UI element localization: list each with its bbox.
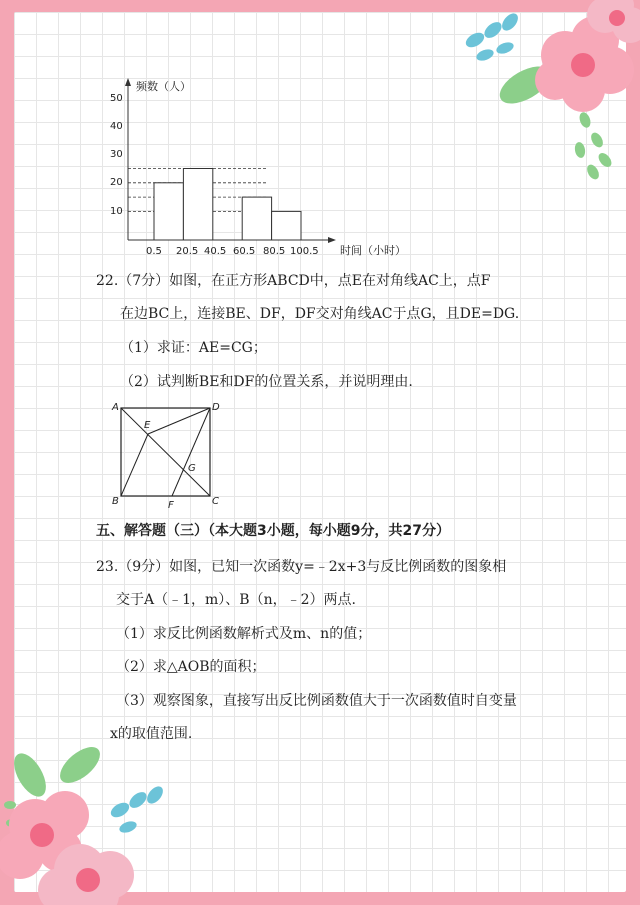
label-f: F — [168, 500, 174, 510]
y-tick-label: 50 — [110, 93, 123, 104]
x-tick-label: 100.5 — [290, 246, 319, 257]
section-5-heading: 五、解答题（三）（本大题3小题，每小题9分，共27分） — [96, 523, 450, 539]
q23-part-1: （1）求反比例函数解析式及m、n的值； — [116, 626, 372, 642]
x-tick-label: 20.5 — [176, 246, 199, 257]
y-tick-label: 20 — [110, 177, 123, 188]
x-axis-arrow — [328, 237, 336, 243]
q23-line-2: 交于A（﹣1，m）、B（n，﹣2）两点. — [116, 592, 356, 608]
histogram-bar — [154, 183, 183, 240]
histogram-bar — [272, 211, 301, 240]
q22-line-1: 22.（7分）如图，在正方形ABCD中，点E在对角线AC上，点F — [96, 273, 491, 289]
histogram-bar — [183, 169, 212, 241]
flower-decoration-top-right — [455, 0, 640, 190]
label-g: G — [188, 463, 196, 474]
label-d: D — [212, 402, 220, 413]
q23-line-1: 23.（9分）如图，已知一次函数y=﹣2x+3与反比例函数的图象相 — [96, 559, 507, 575]
x-tick-label: 0.5 — [146, 246, 162, 257]
y-tick-label: 40 — [110, 121, 123, 132]
diagonal-ac — [121, 408, 210, 496]
y-tick-label: 10 — [110, 206, 123, 217]
square-abcd-figure — [104, 398, 234, 510]
label-b: B — [112, 496, 119, 507]
label-c: C — [212, 496, 219, 507]
q22-part-1: （1）求证：AE=CG； — [120, 340, 267, 356]
flower-decoration-bottom-left — [0, 735, 200, 905]
x-axis-title: 时间（小时） — [340, 244, 406, 257]
q23-part-3: （3）观察图象，直接写出反比例函数值大于一次函数值时自变量 — [116, 693, 517, 709]
y-tick-label: 30 — [110, 149, 123, 160]
q23-part-2: （2）求△AOB的面积； — [116, 659, 266, 675]
x-tick-label: 40.5 — [204, 246, 227, 257]
q22-part-2: （2）试判断BE和DF的位置关系，并说明理由. — [120, 374, 413, 390]
x-tick-label: 60.5 — [233, 246, 256, 257]
q22-line-2: 在边BC上，连接BE、DF，DF交对角线AC于点G，且DE=DG. — [120, 306, 520, 322]
label-e: E — [144, 420, 151, 431]
frequency-histogram — [100, 72, 410, 262]
x-tick-label: 80.5 — [263, 246, 286, 257]
histogram-bar — [242, 197, 271, 240]
label-a: A — [112, 402, 119, 413]
y-axis-title: 频数（人） — [136, 80, 191, 93]
segment-be — [121, 434, 148, 496]
y-axis-arrow — [125, 78, 131, 86]
q23-part-3-cont: x的取值范围. — [110, 726, 193, 742]
